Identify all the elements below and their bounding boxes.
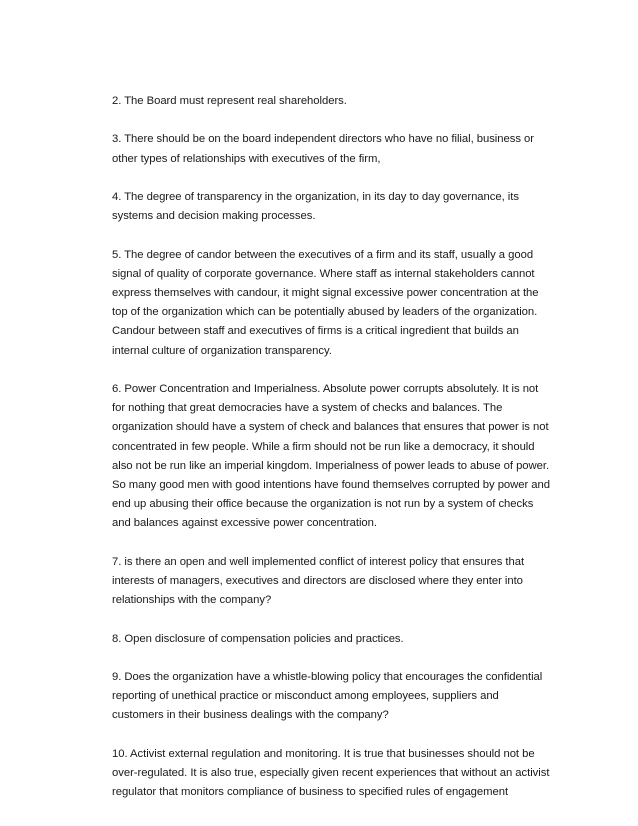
paragraph-item-2: 2. The Board must represent real shareholders. xyxy=(112,95,347,107)
document-body xyxy=(112,92,552,822)
paragraph-item-9: 9. Does the organization have a whistle-blowing policy that encourages the confidential reporting of unethical practice or misconduct among employees, suppliers and customers in their business dealings with the company? xyxy=(112,670,543,722)
paragraph-item-4: 4. The degree of transparency in the organization, in its day to day governance, its systems and decision making processes. xyxy=(112,190,519,223)
paragraph-item-8: 8. Open disclosure of compensation policies and practices. xyxy=(112,632,404,645)
paragraph-item-5: 5. The degree of candor between the executives of a firm and its staff, usually a good signal of quality of corporate governance. Where staff as internal stakeholders cannot express themselves with candour, it might signal excessive power concentration at the top of the organization which can be potentially abused by leaders of the organization. Candour between staff and executives of firms is a critical ingredient that builds an internal culture of organization transparency. xyxy=(112,248,539,357)
paragraph-item-3: 3. There should be on the board independent directors who have no filial, business or other types of relationships with executives of the firm, xyxy=(112,133,534,165)
paragraph-item-7: 7. is there an open and well implemented conflict of interest policy that ensures that interests of managers, executives and directors are disclosed where they enter into relationships with the company? xyxy=(112,555,525,607)
paragraph-item-6: 6. Power Concentration and Imperialness. Absolute power corrupts absolutely. It is not for nothing that great democracies have a system of checks and balances. The organization should have a system of check and balances that ensures that power is not concentrated in few people. While a firm should not be run like a democracy, it should also not be run like an imperial kingdom. Imperialness of power leads to abuse of power. So many good men with good intentions have found themselves corrupted by power and end up abusing their office because the organization is not run by a system of checks and balances against excessive power concentration. xyxy=(112,382,551,530)
paragraph-item-10: 10. Activist external regulation and monitoring. It is true that businesses should not be over-regulated. It is also true, especially given recent experiences that without an activist regulator that monitors compliance of business to specified rules of engagement xyxy=(112,747,550,799)
